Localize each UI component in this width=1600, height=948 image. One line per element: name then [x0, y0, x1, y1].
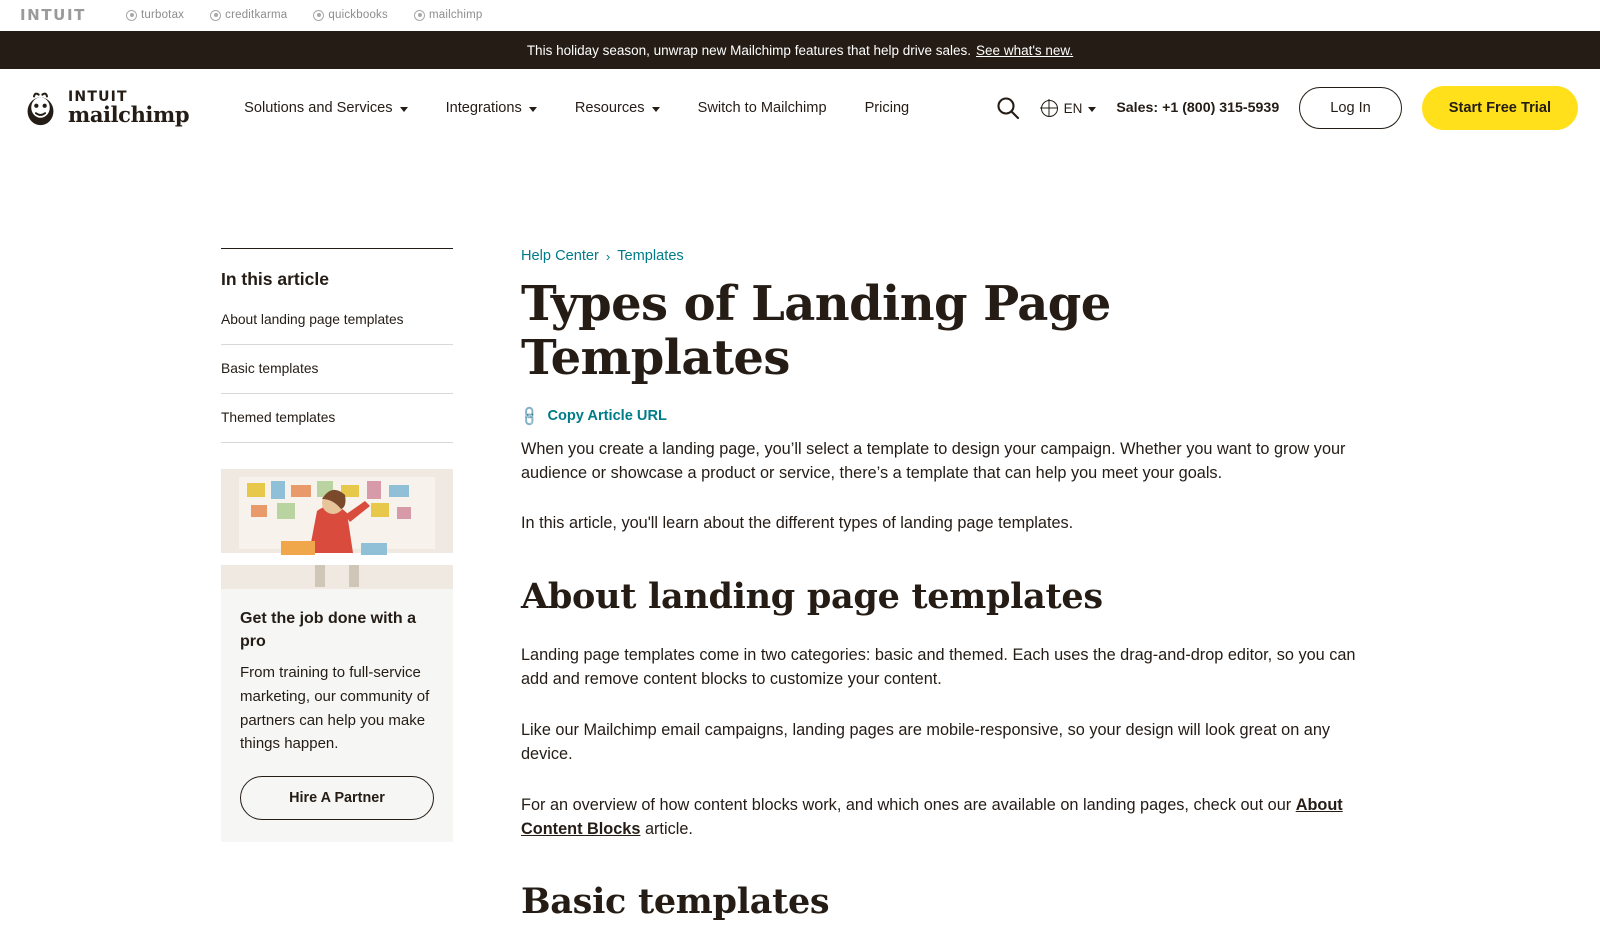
intuit-link-mailchimp[interactable]: [414, 9, 483, 21]
section-1-paragraph-3-pre: For an overview of how content blocks work, and which ones are available on landing pages, check out our: [521, 795, 1296, 814]
copy-article-url-label: Copy Article URL: [547, 408, 667, 424]
breadcrumb: [521, 248, 1371, 264]
circle-dot-icon: [313, 10, 324, 21]
nav-item-solutions-and-services[interactable]: [225, 90, 426, 126]
nav-item-label: Pricing: [864, 100, 910, 116]
search-icon[interactable]: [995, 95, 1021, 121]
intuit-link-label: creditkarma: [225, 9, 288, 21]
intuit-logo: INTUIT: [20, 6, 86, 24]
nav-item-label: Switch to Mailchimp: [697, 100, 827, 116]
chevron-down-icon: [529, 107, 537, 112]
nav-item-switch-to-mailchimp[interactable]: [679, 90, 846, 126]
section-1-paragraph-1: Landing page templates come in two categories: basic and themed. Each uses the drag-and-drop editor, so you can add and remove content blocks to customize your content.: [521, 645, 1356, 689]
intuit-link-label: quickbooks: [328, 9, 388, 21]
main-navigation: [0, 69, 1600, 148]
hire-a-partner-button[interactable]: Hire A Partner: [240, 776, 434, 820]
nav-item-pricing[interactable]: [846, 90, 929, 126]
nav-item-label: Solutions and Services: [244, 100, 393, 116]
intuit-link-creditkarma[interactable]: [210, 9, 287, 21]
nav-item-label: Resources: [574, 100, 645, 116]
section-1-paragraph-2: Like our Mailchimp email campaigns, landing pages are mobile-responsive, so your design will look great on any device.: [521, 720, 1331, 764]
nav-item-integrations[interactable]: [427, 90, 556, 126]
nav-item-resources[interactable]: [556, 90, 679, 126]
nav-right-actions: [995, 86, 1578, 130]
nav-items: [225, 90, 928, 126]
toc-link-basic-templates[interactable]: Basic templates: [221, 361, 453, 394]
article-intro-paragraph-2: In this article, you'll learn about the different types of landing page templates.: [521, 514, 1074, 533]
partner-photo: [221, 469, 453, 589]
intuit-link-label: turbotax: [140, 9, 185, 21]
toc-link-about-landing-page-templates[interactable]: About landing page templates: [221, 312, 453, 345]
section-heading-basic-templates: Basic templates: [521, 881, 830, 923]
circle-dot-icon: [126, 10, 137, 21]
circle-dot-icon: [414, 10, 425, 21]
chevron-down-icon: [652, 107, 660, 112]
promo-banner-link[interactable]: See what's new.: [976, 42, 1074, 58]
in-this-article-sidebar: [221, 248, 453, 948]
mailchimp-brand-logo[interactable]: [22, 90, 189, 127]
mailchimp-chimp-icon: [22, 90, 59, 127]
intuit-link-label: mailchimp: [428, 9, 483, 21]
page-title: Types of Landing Page Templates: [521, 276, 1111, 386]
brand-line-mailchimp: mailchimp: [68, 102, 190, 128]
nav-item-label: Integrations: [445, 100, 522, 116]
language-selector[interactable]: [1041, 100, 1097, 117]
promo-banner-text: This holiday season, unwrap new Mailchimp features that help drive sales.: [526, 42, 972, 58]
section-heading-about-landing-page-templates: About landing page templates: [521, 575, 1103, 617]
toc-link-themed-templates[interactable]: Themed templates: [221, 410, 453, 443]
start-free-trial-button[interactable]: Start Free Trial: [1422, 86, 1578, 130]
page-body: [0, 148, 1600, 948]
sales-phone[interactable]: Sales: +1 (800) 315-5939: [1116, 100, 1280, 116]
partner-card-heading: Get the job done with a pro: [240, 610, 416, 651]
promo-banner: [0, 31, 1600, 69]
circle-dot-icon: [210, 10, 221, 21]
article-intro-paragraph-1: When you create a landing page, you’ll select a template to design your campaign. Whether you want to grow your audience or showcase a product or service, there’s a template that can help you meet your goals.: [521, 439, 1346, 482]
toc-title: In this article: [221, 269, 329, 289]
login-button[interactable]: Log In: [1299, 87, 1402, 129]
language-label: EN: [1063, 100, 1083, 116]
section-1-paragraph-3: [521, 793, 1361, 842]
globe-icon: [1041, 100, 1058, 117]
link-icon: 🔗: [517, 403, 542, 428]
article-content: [517, 248, 1371, 948]
breadcrumb-item-help-center[interactable]: Help Center: [521, 248, 599, 264]
breadcrumb-separator: ›: [605, 248, 611, 264]
partner-card-body: From training to full-service marketing, our community of partners can help you make things happen.: [240, 664, 430, 753]
about-content-blocks-link[interactable]: About Content Blocks: [521, 795, 1343, 838]
intuit-link-quickbooks[interactable]: [313, 9, 388, 21]
copy-article-url-button[interactable]: [517, 403, 1371, 428]
toc-top-divider: [221, 248, 453, 249]
hire-a-partner-card: [221, 469, 453, 842]
chevron-down-icon: [1088, 107, 1096, 112]
breadcrumb-item-templates[interactable]: Templates: [617, 248, 684, 264]
chevron-down-icon: [400, 107, 408, 112]
section-1-paragraph-3-post: article.: [640, 820, 693, 838]
brand-line-intuit: INTUIT: [68, 89, 128, 106]
intuit-link-turbotax[interactable]: [126, 9, 184, 21]
intuit-brand-bar: [0, 0, 1600, 31]
